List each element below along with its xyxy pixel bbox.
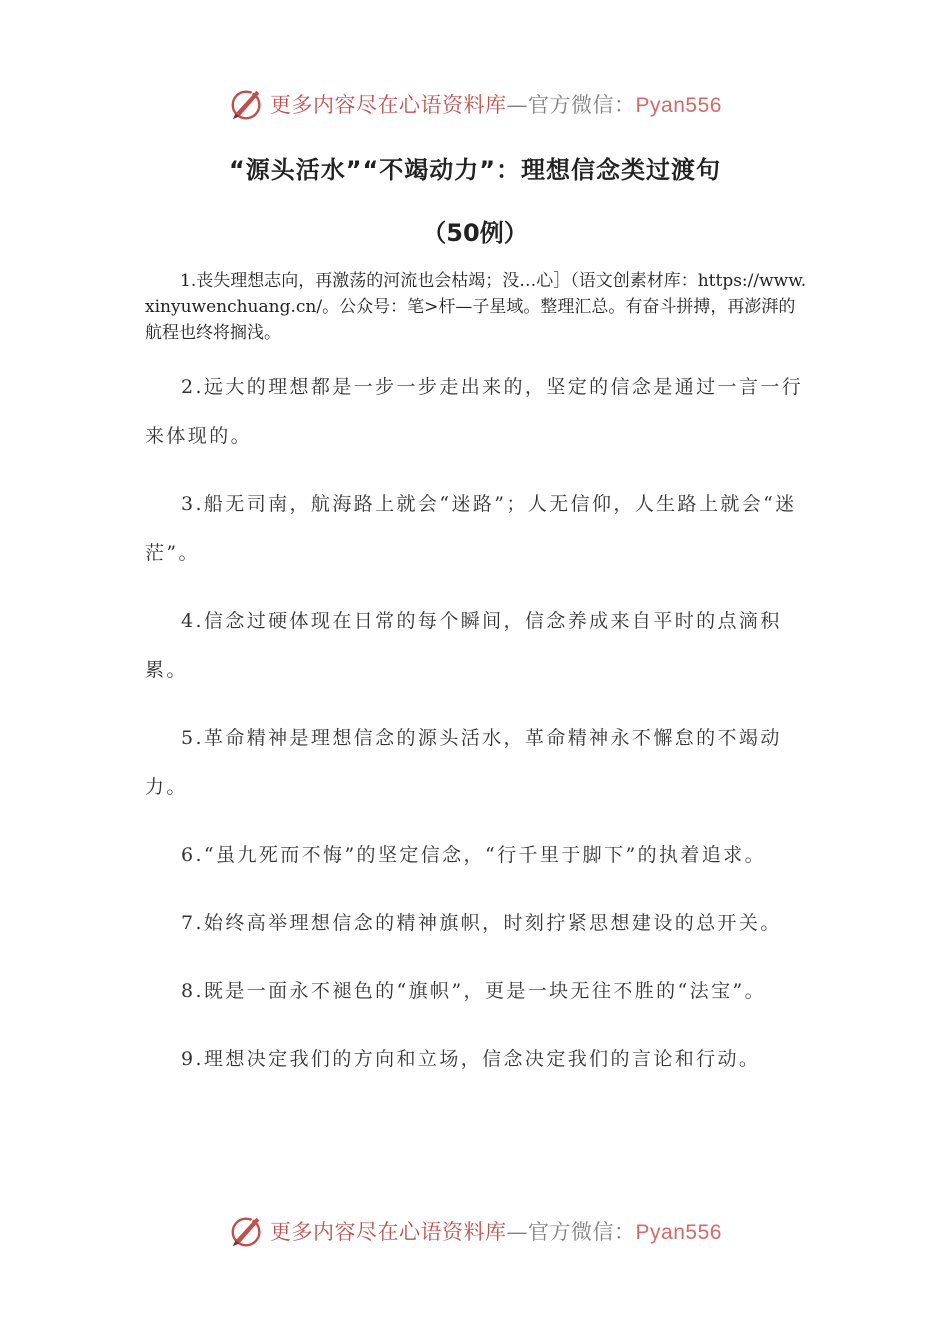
footer-banner-text bbox=[270, 1216, 722, 1246]
footer-banner bbox=[0, 1211, 950, 1251]
header-banner-text bbox=[270, 89, 722, 119]
header-banner bbox=[0, 84, 950, 124]
item-1-paragraph: 1.丧失理想志向，再激荡的河流也会枯竭；没…心］（语文创素材库：https://www.xinyuwenchuang.cn/。公众号：笔>杆—子星域。整理汇总。有奋斗拼搏，再澎湃的航程也终将搁浅。 bbox=[145, 271, 807, 343]
banner-main-text: 更多内容尽在心语资料库 bbox=[270, 93, 507, 117]
banner-official-label: 官方微信： bbox=[528, 93, 636, 117]
list-item: 2.远大的理想都是一步一步走出来的，坚定的信念是通过一言一行来体现的。 bbox=[145, 376, 804, 447]
list-item: 9.理想决定我们的方向和立场，信念决定我们的言论和行动。 bbox=[181, 1048, 761, 1070]
list-item: 5.革命精神是理想信念的源头活水，革命精神永不懈怠的不竭动力。 bbox=[145, 727, 782, 798]
banner-main-text: 更多内容尽在心语资料库 bbox=[270, 1220, 507, 1244]
list-item: 3.船无司南，航海路上就会“迷路”；人无信仰，人生路上就会“迷茫”。 bbox=[145, 493, 797, 564]
banner-separator: — bbox=[506, 93, 529, 117]
list-item: 7.始终高举理想信念的精神旗帜，时刻拧紧思想建设的总开关。 bbox=[181, 912, 782, 934]
banner-wechat-id: Pyan556 bbox=[635, 1221, 722, 1244]
banner-wechat-id: Pyan556 bbox=[635, 94, 722, 117]
list-item: 8.既是一面永不褪色的“旗帜”，更是一块无往不胜的“法宝”。 bbox=[181, 980, 766, 1002]
quill-pen-icon bbox=[228, 85, 266, 123]
banner-separator: — bbox=[506, 1220, 529, 1244]
list-item: 4.信念过硬体现在日常的每个瞬间，信念养成来自平时的点滴积累。 bbox=[145, 610, 782, 681]
item-list bbox=[145, 363, 807, 1098]
banner-official-label: 官方微信： bbox=[528, 1220, 636, 1244]
document-title: “源头活水”“不竭动力”：理想信念类过渡句 bbox=[228, 156, 722, 184]
document-subtitle: （50例） bbox=[422, 219, 528, 247]
list-item: 6.“虽九死而不悔”的坚定信念，“行千里于脚下”的执着追求。 bbox=[181, 844, 766, 866]
quill-pen-icon bbox=[228, 1212, 266, 1250]
